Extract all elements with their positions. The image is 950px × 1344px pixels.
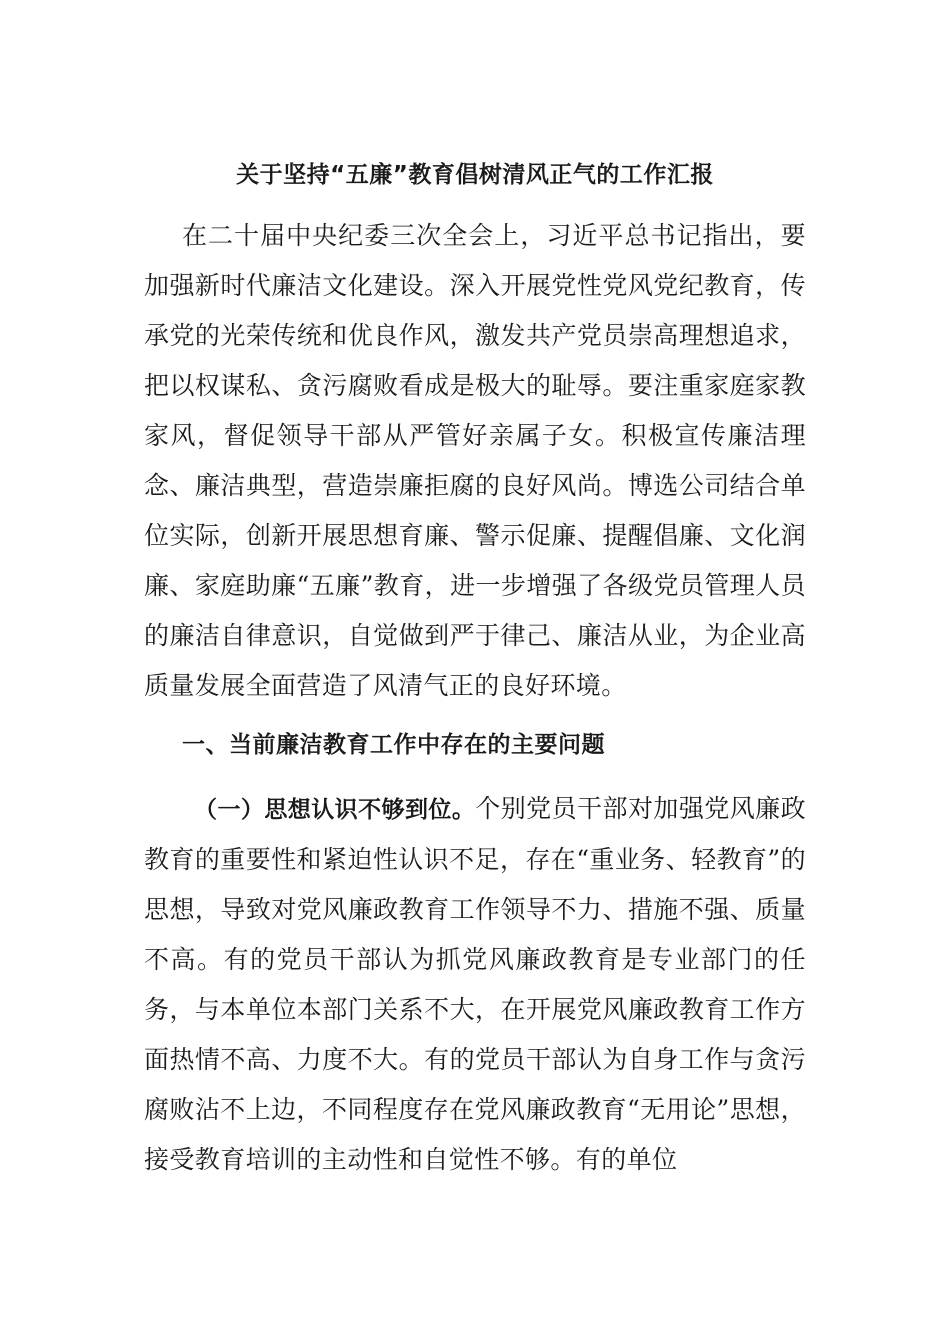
intro-paragraph-block xyxy=(144,211,806,711)
subsection-paragraph xyxy=(144,784,806,1185)
intro-paragraph: 在二十届中央纪委三次全会上，习近平总书记指出，要加强新时代廉洁文化建设。深入开展党性党风党纪教育，传承党的光荣传统和优良作风，激发共产党员崇高理想追求，把以权谋私、贪污腐败看成是极大的耻辱。要注重家庭家教家风，督促领导干部从严管好亲属子女。积极宣传廉洁理念、廉洁典型，营造崇廉拒腐的良好风尚。博选公司结合单位实际，创新开展思想育廉、警示促廉、提醒倡廉、文化润廉、家庭助廉“五廉”教育，进一步增强了各级党员管理人员的廉洁自律意识，自觉做到严于律己、廉洁从业，为企业高质量发展全面营造了风清气正的良好环境。 xyxy=(144,221,806,700)
subsection-text: 个别党员干部对加强党风廉政教育的重要性和紧迫性认识不足，存在“重业务、轻教育”的思想，导致对党风廉政教育工作领导不力、措施不强、质量不高。有的党员干部认为抓党风廉政教育是专业部门的任务，与本单位本部门关系不大，在开展党风廉政教育工作方面热情不高、力度不大。有的党员干部认为自身工作与贪污腐败沾不上边，不同程度存在党风廉政教育“无用论”思想，接受教育培训的主动性和自觉性不够。有的单位 xyxy=(144,794,806,1174)
section-heading-1: 一、当前廉洁教育工作中存在的主要问题 xyxy=(182,732,605,758)
subsection-paragraph-block xyxy=(144,784,806,1185)
document-title: 关于坚持“五廉”教育倡树清风正气的工作汇报 xyxy=(236,162,714,188)
subsection-heading-1: （一）思想认识不够到位。 xyxy=(194,797,476,823)
